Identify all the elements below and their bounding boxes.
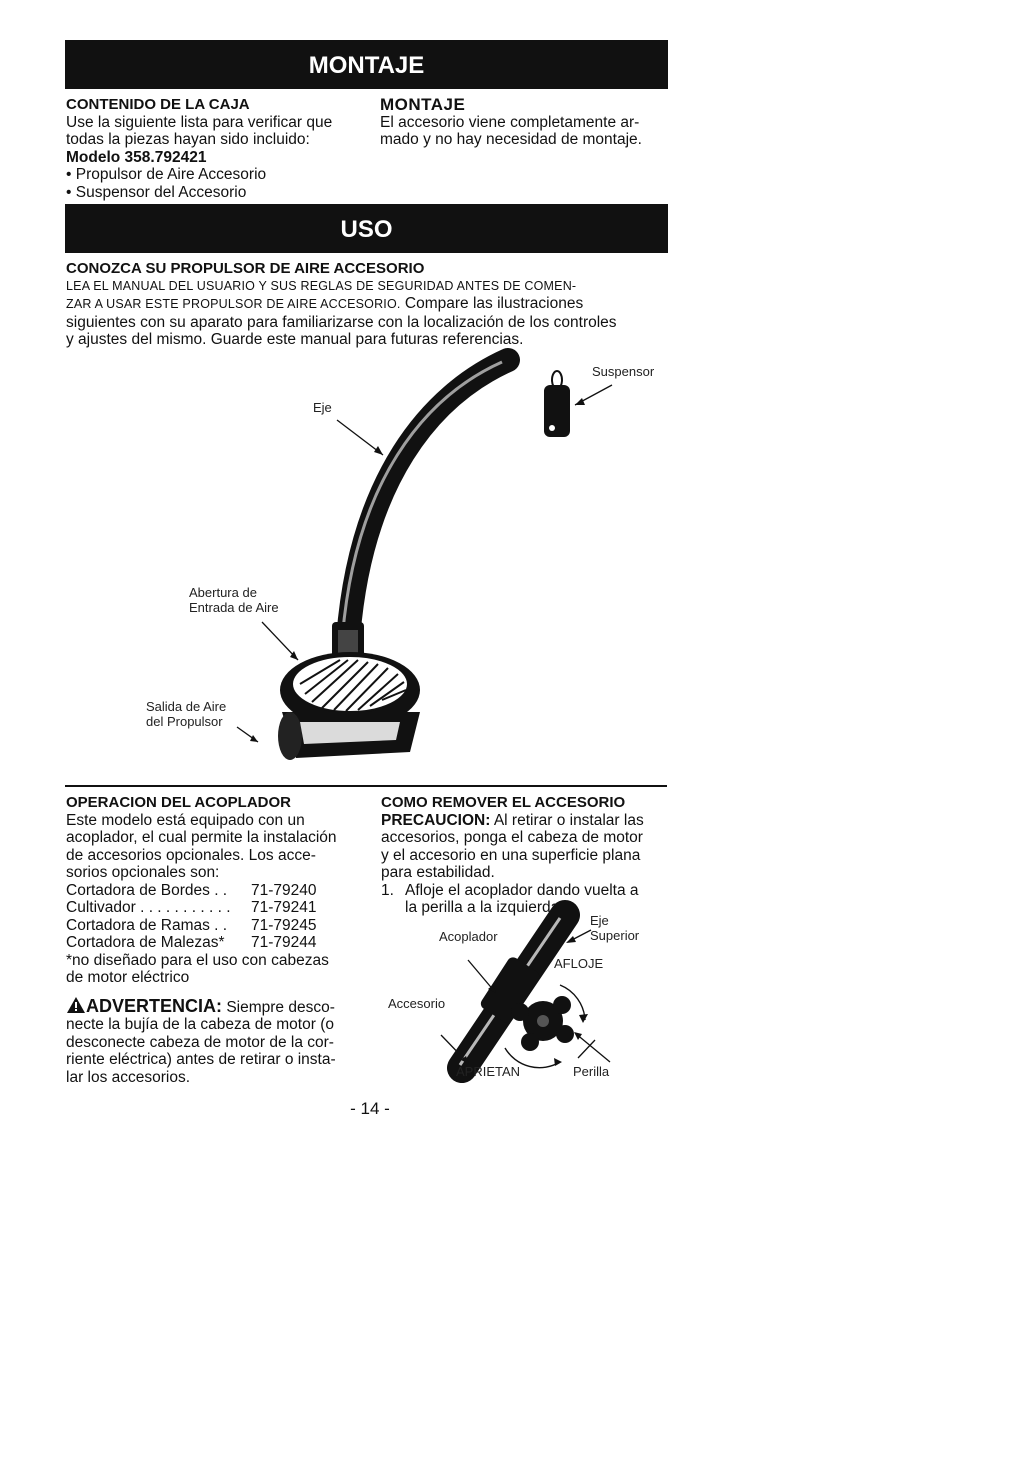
coupler-line: de accesorios opcionales. Los acce- (66, 846, 316, 864)
caution-line: Al retirar o instalar las (490, 811, 644, 829)
remove-heading: COMO REMOVER EL ACCESORIO (381, 794, 626, 811)
label-eje-line: Eje (590, 913, 609, 928)
label-suspensor: Suspensor (592, 364, 655, 379)
warning-line: desconecte cabeza de motor de la cor- (66, 1033, 334, 1051)
box-contents-intro-line: todas la piezas hayan sido incluido: (66, 131, 310, 148)
part-name: Cortadora de Malezas* (66, 934, 225, 951)
banner-montaje: MONTAJE (65, 40, 668, 89)
remove-line: para estabilidad. (381, 864, 495, 881)
label-eje-superior (590, 913, 639, 943)
coupler-note: *no diseñado para el uso con cabezas (66, 951, 329, 969)
part-number: 71-79245 (251, 916, 317, 934)
coupler-heading: OPERACION DEL ACOPLADOR (66, 794, 292, 811)
remove-line: y el accesorio en una superficie plana (381, 846, 641, 864)
page-number: - 14 - (350, 1099, 390, 1118)
warning-line: necte la bujía de la cabeza de motor (o (66, 1016, 334, 1033)
banner-uso: USO (65, 204, 668, 253)
step-line: la perilla a la izquierda. (405, 899, 564, 916)
know-heading: CONOZCA SU PROPULSOR DE AIRE ACCESORIO (66, 260, 425, 277)
coupler-line: acoplador, el cual permite la instalación (66, 829, 337, 846)
label-superior-line: Superior (590, 928, 640, 943)
label-afloje: AFLOJE (554, 956, 604, 971)
coupler-note: de motor eléctrico (66, 969, 190, 986)
assembly-heading: MONTAJE (380, 95, 466, 114)
know-line: y ajustes del mismo. Guarde este manual para futuras referencias. (66, 331, 524, 348)
model-number: Modelo 358.792421 (66, 148, 207, 166)
warning-title: ADVERTENCIA: (86, 995, 223, 1016)
step-line: Afloje el acoplador dando vuelta a (405, 881, 639, 899)
step-number: 1. (381, 881, 394, 899)
knob-shape (511, 996, 574, 1051)
warning-line: riente eléctrica) antes de retirar o insta- (66, 1051, 336, 1068)
label-acoplador: Acoplador (439, 929, 498, 944)
part-number: 71-79240 (251, 881, 317, 899)
label-eje: Eje (313, 400, 332, 415)
know-caps-line: LEA EL MANUAL DEL USUARIO Y SUS REGLAS DE SEGURIDAD ANTES DE COMEN- (66, 278, 577, 293)
list-item: • Suspensor del Accesorio (66, 184, 366, 202)
list-item: • Propulsor de Aire Accesorio (66, 166, 366, 184)
part-name: Cortadora de Ramas . . (66, 916, 228, 934)
part-name: Cultivador . . . . . . . . . . . (66, 899, 231, 916)
know-line: siguientes con su aparato para familiarizarse con la localización de los controles (66, 313, 617, 331)
label-air-outlet-line: Salida de Aire (146, 699, 227, 714)
coupler-line: Este modelo está equipado con un (66, 811, 305, 829)
label-perilla: Perilla (573, 1064, 610, 1079)
part-name: Cortadora de Bordes . . (66, 881, 228, 899)
part-number: 71-79241 (251, 899, 317, 916)
coupler-line: sorios opcionales son: (66, 864, 220, 881)
assembly-line: mado y no hay necesidad de montaje. (380, 131, 642, 148)
know-line: Compare las ilustraciones (400, 295, 584, 312)
box-contents-heading: CONTENIDO DE LA CAJA (66, 96, 250, 113)
warning-line: Siempre desco- (222, 998, 335, 1016)
know-caps-line: ZAR A USAR ESTE PROPULSOR DE AIRE ACCESORIO. (66, 297, 401, 311)
caution-label: PRECAUCION: (381, 811, 491, 829)
remove-line: accesorios, ponga el cabeza de motor (381, 829, 643, 846)
box-contents-intro-line: Use la siguiente lista para verificar que (66, 113, 333, 131)
label-air-inlet-line: Abertura de (189, 585, 257, 600)
label-air-outlet-line: del Propulsor (146, 714, 223, 729)
warning-line: lar los accesorios. (66, 1068, 191, 1086)
label-aprietan: APRIETAN (456, 1064, 521, 1079)
label-accesorio: Accesorio (388, 996, 446, 1011)
assembly-line: El accesorio viene completamente ar- (380, 113, 640, 131)
label-air-inlet-line: Entrada de Aire (189, 600, 279, 615)
part-number: 71-79244 (251, 934, 317, 951)
